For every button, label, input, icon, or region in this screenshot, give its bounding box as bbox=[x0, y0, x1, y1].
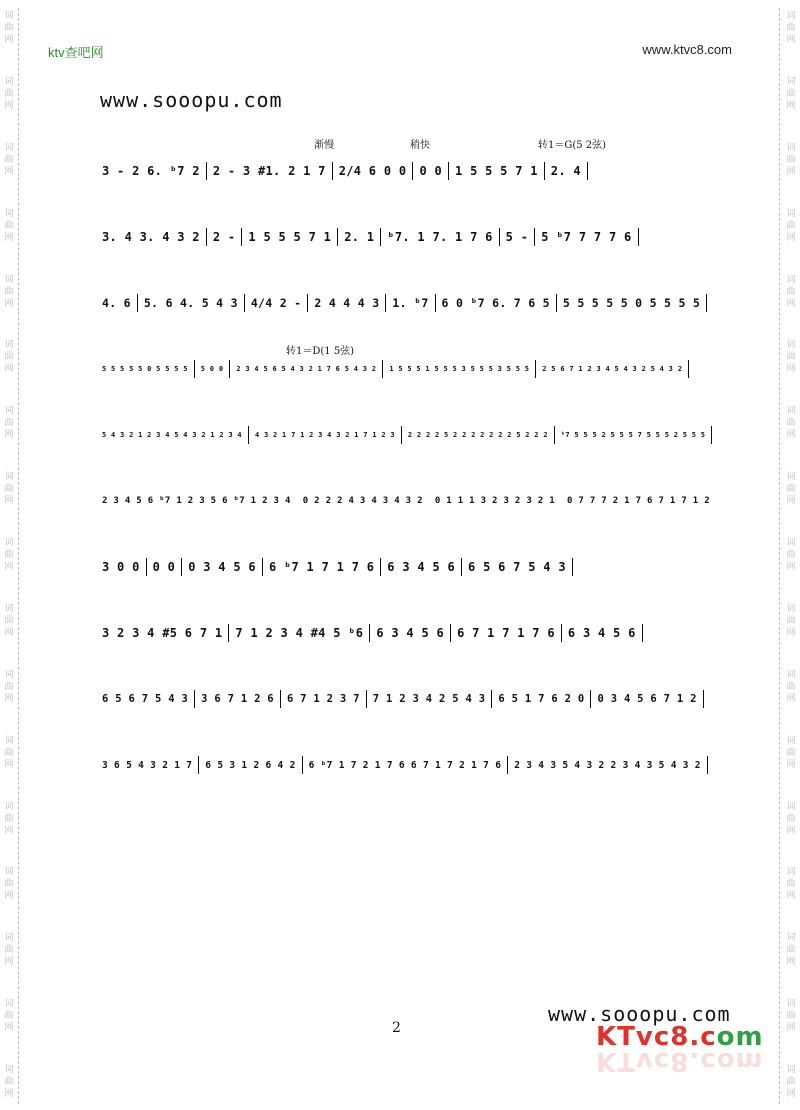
watermark-char: 网 bbox=[4, 496, 14, 507]
watermark-char: 曲 bbox=[786, 1011, 796, 1022]
watermark-char: 曲 bbox=[4, 681, 14, 692]
measure: 6 3 4 5 6 bbox=[567, 626, 636, 640]
watermark-char: 词 bbox=[4, 76, 14, 87]
watermark-char: 网 bbox=[786, 759, 796, 770]
watermark-char: 网 bbox=[4, 35, 14, 45]
watermark-char: 词 bbox=[4, 538, 14, 548]
measure: 0 0 bbox=[152, 560, 176, 574]
watermark-char: 词 bbox=[4, 1065, 14, 1075]
score-system bbox=[96, 162, 716, 180]
watermark-group bbox=[784, 208, 798, 244]
score-system bbox=[96, 624, 716, 642]
measure: 1 5 5 5 1 5 5 5 3 5 5 5 3 5 5 5 bbox=[389, 365, 530, 373]
watermark-char: 网 bbox=[4, 100, 14, 111]
right-watermark-column bbox=[784, 10, 798, 1100]
watermark-group bbox=[2, 998, 16, 1034]
measure: 6 5 6 7 5 4 3 bbox=[102, 693, 189, 705]
watermark-group bbox=[784, 10, 798, 46]
score-system bbox=[96, 558, 716, 576]
measure: 2 3 4 3 5 4 3 2 2 3 4 3 5 4 3 2 bbox=[514, 759, 701, 771]
measure: 6 7 1 2 3 7 bbox=[286, 693, 360, 705]
score-system bbox=[96, 228, 716, 246]
measure: 5 5 5 5 5 0 5 5 5 5 bbox=[562, 296, 701, 310]
watermark-char: 曲 bbox=[786, 352, 796, 363]
watermark-char: 词 bbox=[786, 1065, 796, 1075]
measure: 5 0 0 bbox=[200, 365, 224, 373]
score-system bbox=[96, 294, 716, 312]
watermark-char: 网 bbox=[786, 430, 796, 441]
score-systems bbox=[96, 162, 716, 774]
watermark-char: 网 bbox=[4, 232, 14, 243]
watermark-group bbox=[784, 76, 798, 112]
watermark-char: 网 bbox=[4, 298, 14, 309]
watermark-char: 曲 bbox=[4, 1077, 14, 1087]
measure: 2/4 6 0 0 bbox=[338, 164, 407, 178]
watermark-char: 网 bbox=[786, 166, 796, 177]
watermark-char: 曲 bbox=[786, 747, 796, 758]
watermark-char: 曲 bbox=[786, 550, 796, 560]
watermark-char: 网 bbox=[4, 166, 14, 177]
score-system bbox=[96, 756, 716, 774]
watermark-group bbox=[2, 76, 16, 112]
measure: 6 7 1 7 1 7 6 bbox=[457, 626, 555, 640]
watermark-char: 曲 bbox=[4, 1011, 14, 1022]
watermark-char: 曲 bbox=[786, 23, 796, 33]
watermark-char: 网 bbox=[4, 430, 14, 441]
watermark-char: 曲 bbox=[786, 945, 796, 956]
barline bbox=[707, 756, 708, 774]
measure: 2. 1 bbox=[344, 230, 375, 244]
watermark-char: 词 bbox=[786, 603, 796, 614]
watermark-char: 词 bbox=[786, 735, 796, 746]
watermark-group bbox=[784, 274, 798, 310]
watermark-char: 词 bbox=[4, 142, 14, 153]
watermark-group bbox=[2, 274, 16, 310]
barline bbox=[572, 558, 573, 576]
watermark-char: 网 bbox=[4, 825, 14, 836]
measure: 3 6 7 1 2 6 bbox=[201, 693, 274, 705]
watermark-char: 网 bbox=[786, 496, 796, 507]
watermark-char: 网 bbox=[4, 693, 14, 704]
page-number: 2 bbox=[392, 1020, 401, 1036]
measure: 6 0 ᵇ7 6. 7 6 5 bbox=[441, 296, 550, 310]
watermark-char: 网 bbox=[786, 1023, 796, 1034]
watermark-char: 网 bbox=[786, 232, 796, 243]
watermark-char: 词 bbox=[786, 867, 796, 878]
tempo-directions bbox=[96, 130, 716, 152]
watermark-group bbox=[784, 339, 798, 375]
measure: 1 5 5 5 7 1 bbox=[248, 230, 332, 244]
watermark-char: 曲 bbox=[4, 286, 14, 297]
watermark-char: 词 bbox=[4, 11, 14, 21]
watermark-char: 曲 bbox=[4, 154, 14, 165]
watermark-char: 曲 bbox=[786, 154, 796, 165]
watermark-char: 曲 bbox=[4, 879, 14, 890]
barline bbox=[706, 294, 707, 312]
watermark-char: 曲 bbox=[786, 813, 796, 824]
watermark-char: 网 bbox=[786, 364, 796, 375]
watermark-char: 曲 bbox=[786, 418, 796, 429]
watermark-char: 网 bbox=[4, 364, 14, 375]
barline bbox=[688, 360, 689, 378]
watermark-char: 曲 bbox=[4, 813, 14, 824]
watermark-char: 词 bbox=[786, 801, 796, 812]
measure: 4/4 2 - bbox=[250, 296, 302, 310]
barline bbox=[703, 690, 704, 708]
watermark-char: 曲 bbox=[4, 550, 14, 560]
left-watermark-column bbox=[2, 10, 16, 1100]
watermark-group bbox=[2, 735, 16, 771]
watermark-group bbox=[784, 866, 798, 902]
watermark-char: 词 bbox=[4, 669, 14, 680]
watermark-char: 网 bbox=[786, 627, 796, 638]
key-change-d: 转1＝D(1 5弦) bbox=[286, 346, 355, 357]
watermark-char: 网 bbox=[4, 562, 14, 572]
watermark-char: 词 bbox=[786, 406, 796, 417]
watermark-char: 网 bbox=[4, 627, 14, 638]
measure: 0 1 1 1 3 2 3 2 3 2 1 bbox=[434, 496, 555, 506]
measure: 2. 4 bbox=[550, 164, 581, 178]
watermark-char: 网 bbox=[786, 35, 796, 45]
tempo-slow-mark: 渐慢 bbox=[314, 140, 334, 151]
watermark-char: 词 bbox=[4, 603, 14, 614]
watermark-char: 曲 bbox=[4, 615, 14, 626]
measure: 2 - 3 #1. 2 1 7 bbox=[212, 164, 326, 178]
watermark-char: 词 bbox=[786, 933, 796, 944]
watermark-char: 网 bbox=[4, 891, 14, 902]
watermark-char: 网 bbox=[4, 1023, 14, 1034]
score-system bbox=[96, 492, 716, 510]
watermark-char: 网 bbox=[786, 957, 796, 968]
measure: 2 - bbox=[212, 230, 236, 244]
key-change-g: 转1＝G(5 2弦) bbox=[538, 140, 607, 151]
measure: 7 1 2 3 4 2 5 4 3 bbox=[372, 693, 486, 705]
watermark-char: 网 bbox=[4, 957, 14, 968]
measure: 3 - 2 6. ᵇ7 2 bbox=[102, 164, 200, 178]
watermark-char: 词 bbox=[4, 801, 14, 812]
ktvc8-logo bbox=[596, 1022, 764, 1076]
watermark-char: 词 bbox=[786, 274, 796, 285]
watermark-group bbox=[2, 1064, 16, 1100]
watermark-group bbox=[2, 537, 16, 573]
watermark-char: 网 bbox=[786, 825, 796, 836]
barline bbox=[587, 162, 588, 180]
watermark-group bbox=[2, 142, 16, 178]
watermark-char: 词 bbox=[4, 999, 14, 1010]
watermark-group bbox=[2, 866, 16, 902]
measure: 2 5 6 7 1 2 3 4 5 4 3 2 5 4 3 2 bbox=[542, 365, 683, 373]
watermark-char: 词 bbox=[786, 11, 796, 21]
watermark-char: 词 bbox=[786, 669, 796, 680]
watermark-group bbox=[784, 603, 798, 639]
watermark-char: 词 bbox=[786, 538, 796, 548]
music-score bbox=[96, 130, 716, 774]
measure: 6 ᵇ7 1 7 2 1 7 6 6 7 1 7 2 1 7 6 bbox=[308, 759, 502, 771]
watermark-char: 词 bbox=[786, 208, 796, 219]
watermark-group bbox=[784, 405, 798, 441]
bottom-watermark-url: www.sooopu.com bbox=[548, 1002, 731, 1026]
top-watermark-url: www.sooopu.com bbox=[100, 88, 283, 112]
watermark-char: 曲 bbox=[786, 681, 796, 692]
measure: 6 5 1 7 6 2 0 bbox=[498, 693, 585, 705]
watermark-group bbox=[784, 735, 798, 771]
score-system bbox=[96, 360, 716, 378]
measure: 3. 4 3. 4 3 2 bbox=[102, 230, 200, 244]
watermark-char: 词 bbox=[4, 933, 14, 944]
watermark-char: 词 bbox=[786, 340, 796, 351]
watermark-char: 网 bbox=[4, 1089, 14, 1099]
watermark-group bbox=[784, 801, 798, 837]
header-site-url: www.ktvc8.com bbox=[642, 42, 732, 57]
watermark-group bbox=[784, 537, 798, 573]
measure: 5 - bbox=[505, 230, 529, 244]
watermark-char: 词 bbox=[4, 274, 14, 285]
watermark-char: 曲 bbox=[786, 220, 796, 231]
watermark-char: 词 bbox=[786, 472, 796, 483]
watermark-char: 曲 bbox=[786, 88, 796, 99]
watermark-char: 网 bbox=[786, 298, 796, 309]
watermark-group bbox=[784, 932, 798, 968]
watermark-char: 曲 bbox=[4, 484, 14, 495]
watermark-group bbox=[2, 603, 16, 639]
measure: 4. 6 bbox=[102, 296, 131, 310]
watermark-group bbox=[2, 10, 16, 46]
watermark-group bbox=[784, 142, 798, 178]
watermark-char: 词 bbox=[4, 867, 14, 878]
measure: 6 ᵇ7 1 7 1 7 6 bbox=[268, 560, 375, 574]
watermark-char: 词 bbox=[4, 208, 14, 219]
watermark-char: 曲 bbox=[4, 945, 14, 956]
watermark-char: 网 bbox=[786, 100, 796, 111]
measure: 5 4 3 2 1 2 3 4 5 4 3 2 1 2 3 4 bbox=[102, 431, 242, 439]
score-system bbox=[96, 690, 716, 708]
tempo-fast-mark: 稍快 bbox=[410, 140, 430, 151]
watermark-group bbox=[784, 998, 798, 1034]
watermark-char: 曲 bbox=[4, 88, 14, 99]
watermark-group bbox=[2, 669, 16, 705]
measure: 0 3 4 5 6 7 1 2 bbox=[597, 693, 697, 705]
measure: 1. ᵇ7 bbox=[392, 296, 429, 310]
watermark-char: 曲 bbox=[4, 352, 14, 363]
watermark-char: 曲 bbox=[786, 615, 796, 626]
watermark-group bbox=[784, 1064, 798, 1100]
logo-reflection: KTvc8.com bbox=[596, 1046, 764, 1076]
measure: 2 4 4 4 3 bbox=[314, 296, 380, 310]
watermark-char: 曲 bbox=[786, 484, 796, 495]
watermark-char: 词 bbox=[4, 735, 14, 746]
watermark-char: 网 bbox=[4, 759, 14, 770]
watermark-char: 词 bbox=[4, 340, 14, 351]
watermark-char: 曲 bbox=[4, 220, 14, 231]
measure: 0 0 bbox=[419, 164, 443, 178]
measure: ᵇ7 5 5 5 2 5 5 5 7 5 5 5 2 5 5 5 bbox=[560, 431, 706, 439]
watermark-char: 词 bbox=[786, 76, 796, 87]
barline bbox=[711, 426, 712, 444]
measure: 1 5 5 5 7 1 bbox=[455, 164, 538, 178]
measure: ᵇ7. 1 7. 1 7 6 bbox=[387, 230, 493, 244]
measure: 2 3 4 5 6 5 4 3 2 1 7 6 5 4 3 2 bbox=[236, 365, 377, 373]
barline bbox=[638, 228, 639, 246]
watermark-char: 曲 bbox=[4, 747, 14, 758]
measure: 6 5 6 7 5 4 3 bbox=[468, 560, 566, 574]
watermark-group bbox=[2, 208, 16, 244]
measure: 3 2 3 4 #5 6 7 1 bbox=[102, 626, 223, 640]
header-site-name: ktv查吧网 bbox=[48, 45, 104, 60]
measure: 0 3 4 5 6 bbox=[188, 560, 256, 574]
watermark-char: 曲 bbox=[786, 1077, 796, 1087]
watermark-group bbox=[2, 471, 16, 507]
watermark-char: 网 bbox=[786, 1089, 796, 1099]
watermark-group bbox=[2, 339, 16, 375]
measure: 5 ᵇ7 7 7 7 6 bbox=[541, 230, 632, 244]
barline bbox=[642, 624, 643, 642]
watermark-group bbox=[2, 932, 16, 968]
measure: 6 5 3 1 2 6 4 2 bbox=[205, 759, 296, 771]
logo-text: KTvc8.com bbox=[596, 1022, 764, 1052]
watermark-char: 词 bbox=[4, 406, 14, 417]
watermark-char: 曲 bbox=[4, 23, 14, 33]
watermark-char: 网 bbox=[786, 891, 796, 902]
watermark-group bbox=[784, 471, 798, 507]
score-system bbox=[96, 426, 716, 444]
measure: 2 2 2 2 5 2 2 2 2 2 2 2 5 2 2 2 bbox=[407, 431, 548, 439]
watermark-group bbox=[2, 405, 16, 441]
watermark-char: 曲 bbox=[786, 879, 796, 890]
measure: 6 3 4 5 6 bbox=[387, 560, 456, 574]
measure: 7 1 2 3 4 #4 5 ᵇ6 bbox=[235, 626, 364, 640]
watermark-char: 词 bbox=[4, 472, 14, 483]
measure: 0 7 7 7 2 1 7 6 7 1 7 1 2 bbox=[567, 496, 710, 506]
measure: 0 2 2 2 4 3 4 3 4 3 2 bbox=[302, 496, 423, 506]
measure: 6 3 4 5 6 bbox=[376, 626, 445, 640]
watermark-char: 网 bbox=[786, 693, 796, 704]
watermark-char: 词 bbox=[786, 999, 796, 1010]
watermark-char: 网 bbox=[786, 562, 796, 572]
watermark-group bbox=[784, 669, 798, 705]
measure: 5 5 5 5 5 0 5 5 5 5 bbox=[102, 365, 188, 373]
measure: 3 0 0 bbox=[102, 560, 140, 574]
watermark-group bbox=[2, 801, 16, 837]
measure: 5. 6 4. 5 4 3 bbox=[143, 296, 238, 310]
measure: 2 3 4 5 6 ᵇ7 1 2 3 5 6 ᵇ7 1 2 3 4 bbox=[102, 496, 291, 506]
watermark-char: 词 bbox=[786, 142, 796, 153]
watermark-char: 曲 bbox=[786, 286, 796, 297]
measure: 4 3 2 1 7 1 2 3 4 3 2 1 7 1 2 3 bbox=[254, 431, 395, 439]
measure: 3 6 5 4 3 2 1 7 bbox=[102, 759, 193, 771]
watermark-char: 曲 bbox=[4, 418, 14, 429]
